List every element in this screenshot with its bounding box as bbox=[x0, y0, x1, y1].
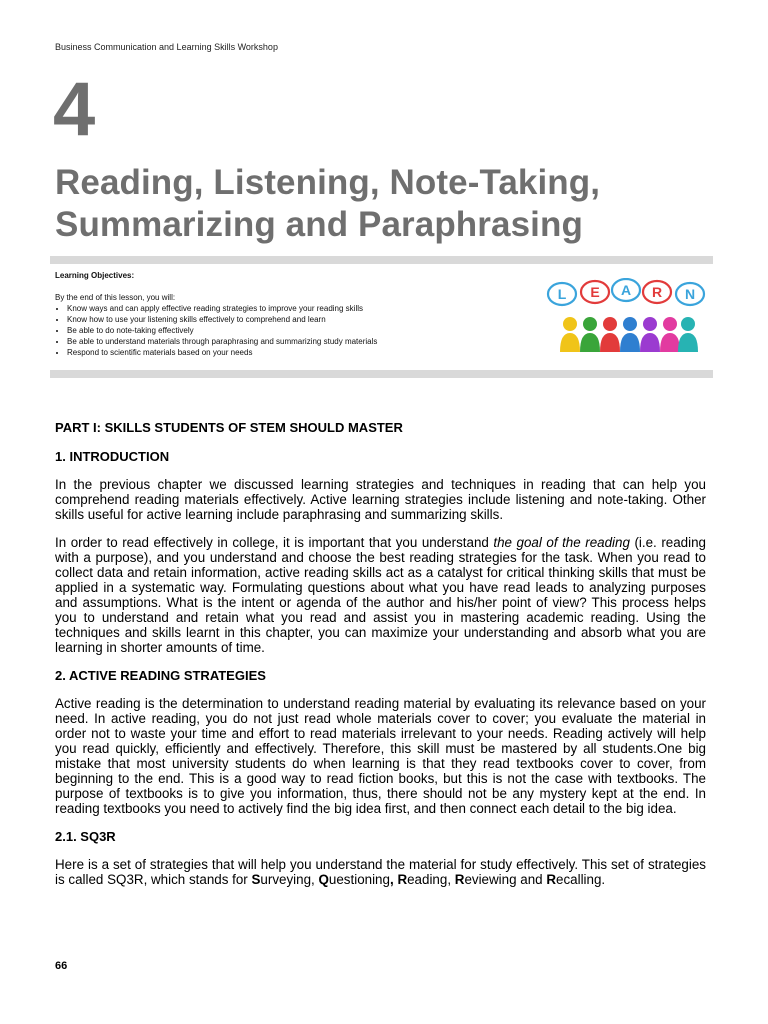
section-heading-sq3r: 2.1. SQ3R bbox=[55, 829, 116, 844]
goal-of-reading-emphasis: the goal of the reading bbox=[493, 535, 630, 550]
learning-objectives-box bbox=[55, 270, 525, 358]
objective-item: • Know ways and can apply effective reading strategies to improve your reading skills bbox=[67, 303, 525, 314]
sq3r-word-reviewing: eviewing and bbox=[464, 872, 547, 887]
divider-bar-bottom bbox=[50, 370, 713, 378]
svg-text:E: E bbox=[590, 284, 600, 300]
sq3r-letter-r3: R bbox=[546, 872, 556, 887]
objectives-heading: Learning Objectives: bbox=[55, 271, 135, 280]
svg-text:A: A bbox=[620, 282, 632, 298]
learner-figure bbox=[600, 317, 620, 352]
chapter-number: 4 bbox=[53, 67, 96, 152]
learn-bubble-e bbox=[581, 281, 609, 303]
objective-item: • Know how to use your listening skills effectively to comprehend and learn bbox=[67, 314, 525, 325]
learn-illustration bbox=[540, 278, 712, 356]
svg-text:R: R bbox=[651, 284, 663, 300]
chapter-title bbox=[55, 162, 735, 246]
chapter-title-line-2: Summarizing and Paraphrasing bbox=[55, 205, 583, 244]
chapter-title-line-1: Reading, Listening, Note-Taking, bbox=[55, 163, 601, 202]
learner-figure bbox=[660, 317, 680, 352]
intro-paragraph-2 bbox=[55, 535, 706, 655]
running-header: Business Communication and Learning Skills Workshop bbox=[55, 42, 278, 52]
sq3r-comma: , bbox=[389, 872, 394, 887]
section-heading-introduction: 1. INTRODUCTION bbox=[55, 449, 170, 464]
objectives-list bbox=[55, 303, 525, 358]
learner-figure bbox=[620, 317, 640, 352]
learner-figure bbox=[560, 317, 580, 352]
part-heading: PART I: SKILLS STUDENTS OF STEM SHOULD MASTER bbox=[55, 420, 403, 435]
learner-figure bbox=[640, 317, 660, 352]
sq3r-letter-r2: R bbox=[454, 872, 465, 887]
sq3r-intro-text: Here is a set of strategies that will help you understand the material for study effectively. This set of strategies is called SQ3R, which stands for bbox=[55, 857, 706, 887]
objectives-intro: By the end of this lesson, you will: bbox=[55, 293, 176, 302]
divider-bar-top bbox=[50, 256, 713, 264]
learn-bubble-a bbox=[612, 279, 640, 301]
intro-paragraph-1: In the previous chapter we discussed learning strategies and techniques in reading that can help you comprehend reading materials effectively. Active learning strategies include listening and note-taking. Other skills useful for active learning include paraphrasing and summarizing skills. bbox=[55, 477, 706, 522]
objective-item: • Respond to scientific materials based on your needs bbox=[67, 347, 525, 358]
intro-paragraph-2-text: In order to read effectively in college, it is important that you understand bbox=[55, 535, 494, 550]
section-heading-active-reading: 2. ACTIVE READING STRATEGIES bbox=[55, 668, 266, 683]
page-number: 66 bbox=[55, 960, 68, 972]
sq3r-letter-q: Q bbox=[318, 872, 329, 887]
learn-bubble-n bbox=[676, 283, 704, 305]
learn-bubble-r bbox=[643, 281, 671, 303]
intro-paragraph-2-text-cont: (i.e. reading with a purpose), and you understand and choose the best reading strategies for the task. When you read to collect data and retain information, active reading skills act as a catalyst for critical thinking skills that must be applied in a systematic way. Formulating questions about what you have read leads to analyzing purposes and assumptions. What is the intent or agenda of the author and his/her point of view? This process helps you to understand and retain what you read and assist you in mastering academic reading. Using the techniques and skills learnt in this chapter, you can maximize your understanding and absorb what you are learning in shorter amounts of time. bbox=[55, 535, 706, 655]
svg-text:L: L bbox=[557, 286, 567, 302]
active-reading-paragraph: Active reading is the determination to understand reading material by evaluating its relevance based on your need. In active reading, you do not just read whole materials cover to cover; you evaluate the material in order not to waste your time and effort to read materials irrelevant to your needs. Reading actively will help you read quickly, efficiently and effectively. Therefore, this skill must be mastered by all students.One big mistake that most university students do when learning is that they read textbooks cover to cover, from beginning to the end. This is a good way to read fiction books, but this is not the case with textbooks. The purpose of textbooks is to give you information, thus, there should not be any mystery kept at the end. In reading textbooks you need to actively find the big idea first, and then connect each detail to the big idea. bbox=[55, 696, 706, 816]
sq3r-word-questioning: uestioning bbox=[328, 872, 390, 887]
sq3r-letter-s: S bbox=[251, 872, 261, 887]
page-body bbox=[55, 420, 706, 887]
sq3r-letter-r1: R bbox=[397, 872, 408, 887]
sq3r-word-surveying: urveying, bbox=[260, 872, 319, 887]
sq3r-paragraph bbox=[55, 857, 706, 887]
svg-text:N: N bbox=[684, 286, 696, 302]
learner-figure bbox=[580, 317, 600, 352]
learn-bubble-l bbox=[548, 283, 576, 305]
sq3r-word-reading: eading, bbox=[407, 872, 455, 887]
objective-item: • Be able to do note-taking effectively bbox=[67, 325, 525, 336]
learner-figure bbox=[678, 317, 698, 352]
sq3r-word-recalling: ecalling. bbox=[556, 872, 606, 887]
objective-item: • Be able to understand materials through paraphrasing and summarizing study materials bbox=[67, 336, 525, 347]
